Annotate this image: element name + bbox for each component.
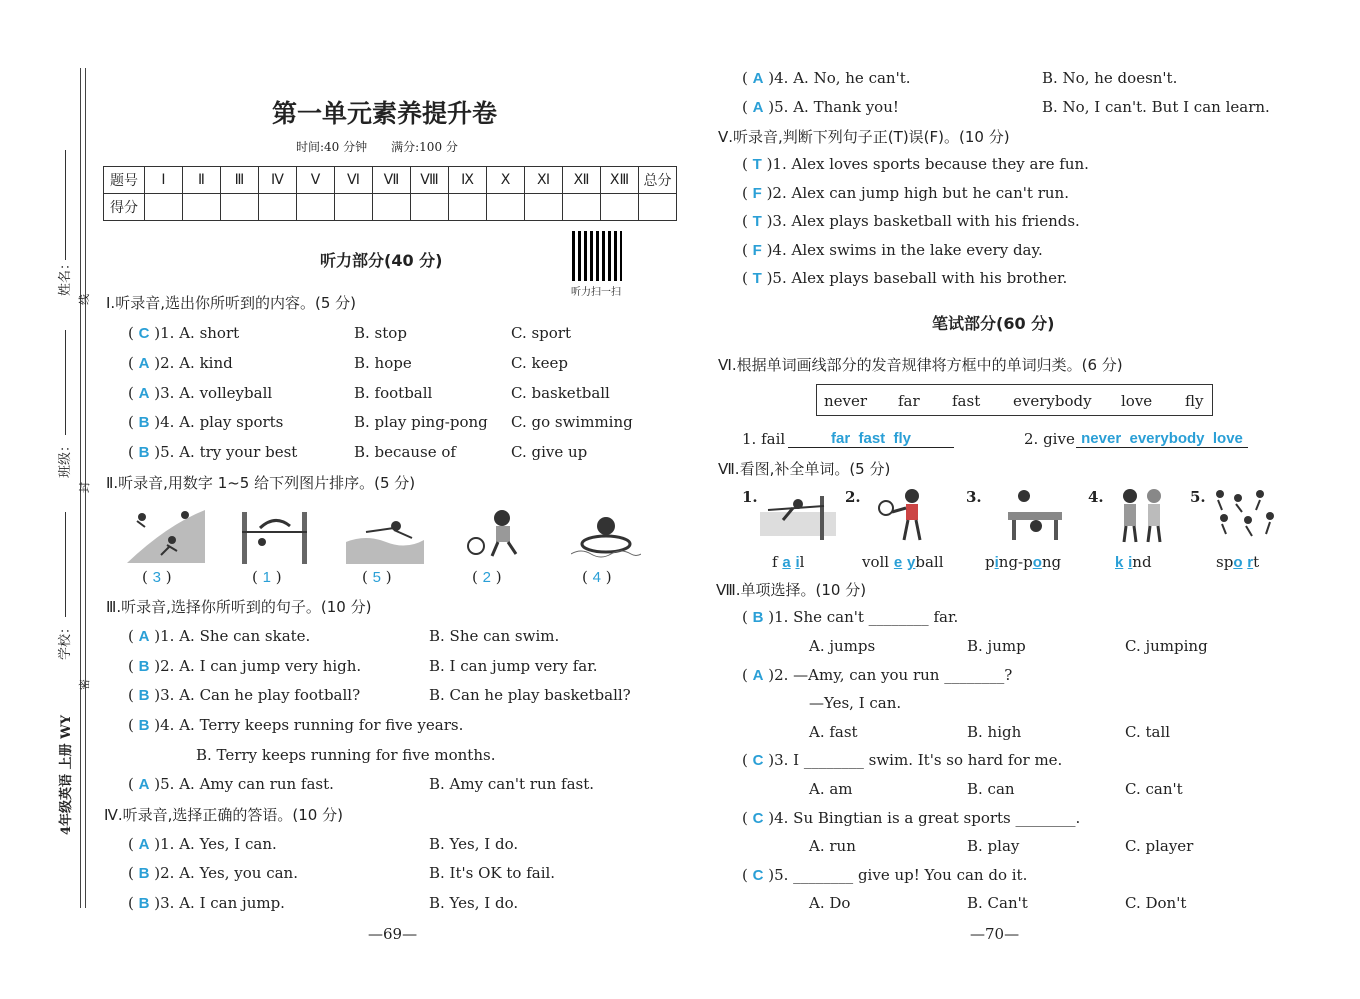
running-race-picture xyxy=(127,505,205,563)
seal-mark: 封 xyxy=(78,482,91,493)
classify-answer-2[interactable]: never everybody love xyxy=(1076,430,1248,448)
answer: A xyxy=(138,836,150,853)
list-item: ( A )1. A. Yes, I can. xyxy=(128,835,277,853)
answer: B xyxy=(138,865,150,882)
answer: 3 xyxy=(152,569,161,586)
score-cell: Ⅳ xyxy=(259,167,297,194)
score-table-header-row xyxy=(104,167,677,194)
score-cell: 题号 xyxy=(104,167,145,194)
word-completion-2[interactable] xyxy=(862,553,944,571)
option-a: A. Thank you! xyxy=(793,98,899,116)
answer: e xyxy=(893,554,903,571)
section-3-title: Ⅲ.听录音,选择你所听到的句子。(10 分) xyxy=(106,598,372,616)
question-number: )1. xyxy=(154,835,175,853)
question-number: )2. xyxy=(154,657,175,675)
list-item: ( A )2. A. kind xyxy=(128,354,233,372)
answer: B xyxy=(138,658,150,675)
sports-people-picture xyxy=(1210,486,1282,544)
listening-header: 听力部分(40 分) xyxy=(320,251,443,270)
kind-helping-picture xyxy=(1112,486,1172,544)
list-item: ( B )3. A. Can he play football? xyxy=(128,686,361,704)
writing-header: 笔试部分(60 分) xyxy=(932,314,1055,333)
option-a: A. Can he play football? xyxy=(179,686,361,704)
answer: A xyxy=(138,628,150,645)
classify-label-1: 1. fail xyxy=(742,430,786,448)
option-b: B. It's OK to fail. xyxy=(429,864,556,882)
answer: F xyxy=(752,185,762,202)
answer: B xyxy=(138,895,150,912)
question-number: )1. xyxy=(154,324,175,342)
qr-code-icon[interactable] xyxy=(572,231,622,281)
score-input[interactable] xyxy=(525,194,563,221)
class-label: 班级： xyxy=(58,438,73,478)
score-cell: Ⅹ xyxy=(487,167,525,194)
option-c: C. keep xyxy=(511,354,568,372)
option-c: C. go swimming xyxy=(511,413,633,431)
answer: B xyxy=(138,414,150,431)
score-input[interactable] xyxy=(221,194,259,221)
question-number: )2. xyxy=(154,354,175,372)
score-cell: Ⅻ xyxy=(563,167,601,194)
list-item: ( A )4. A. No, he can't. xyxy=(742,69,911,87)
word-part: sp xyxy=(1216,553,1234,571)
list-item: ( T )3. Alex plays basketball with his friends. xyxy=(742,212,1080,230)
answer: y xyxy=(907,554,916,571)
score-input[interactable] xyxy=(259,194,297,221)
score-input[interactable] xyxy=(335,194,373,221)
word-part: nd xyxy=(1132,553,1152,571)
score-cell: Ⅱ xyxy=(183,167,221,194)
word-part: ng-p xyxy=(998,553,1033,571)
answer: T xyxy=(752,156,762,173)
question-number: )5. xyxy=(154,775,175,793)
score-input[interactable] xyxy=(487,194,525,221)
option-b: B. Can't xyxy=(967,894,1028,912)
answer: a xyxy=(782,554,791,571)
line-mark: 线 xyxy=(78,294,91,305)
word-completion-3[interactable] xyxy=(985,553,1061,571)
word-part: t xyxy=(1253,553,1260,571)
answer: A xyxy=(138,355,150,372)
answer: o xyxy=(1032,554,1042,571)
option-c: C. Don't xyxy=(1125,894,1187,912)
answer: T xyxy=(752,213,762,230)
score-input[interactable] xyxy=(639,194,677,221)
list-item: ( A )5. A. Thank you! xyxy=(742,98,899,116)
statement: )4. Alex swims in the lake every day. xyxy=(766,241,1043,259)
answer: A xyxy=(138,776,150,793)
option-b: B. because of xyxy=(354,443,456,461)
question-number: )5. xyxy=(768,98,789,116)
answer: A xyxy=(752,70,764,87)
score-cell: Ⅶ xyxy=(373,167,411,194)
section-8-title: Ⅷ.单项选择。(10 分) xyxy=(716,581,867,599)
option-b: B. Terry keeps running for five months. xyxy=(196,746,496,764)
option-a: A. fast xyxy=(809,723,858,741)
word-part: ball xyxy=(915,553,944,571)
word-part: l xyxy=(799,553,805,571)
answer: o xyxy=(1233,554,1243,571)
option-a: A. short xyxy=(179,324,240,342)
class-field[interactable] xyxy=(65,330,66,435)
picture-number: 1. xyxy=(742,488,758,506)
answer: B xyxy=(752,609,764,626)
secret-mark: 密 xyxy=(78,679,91,690)
list-item: ( T )1. Alex loves sports because they are fun. xyxy=(742,155,1089,173)
score-cell: Ⅸ xyxy=(449,167,487,194)
answer: C xyxy=(752,752,764,769)
section-1-title: Ⅰ.听录音,选出你所听到的内容。(5 分) xyxy=(106,294,356,312)
option-a: A. Do xyxy=(809,894,851,912)
word-part: p xyxy=(985,553,995,571)
football-boy-picture xyxy=(466,506,522,562)
school-label: 学校： xyxy=(58,620,73,660)
score-cell: Ⅺ xyxy=(525,167,563,194)
score-cell: Ⅵ xyxy=(335,167,373,194)
order-answer-1[interactable]: ( 3 ) xyxy=(142,568,172,586)
answer: B xyxy=(138,444,150,461)
option-a: A. I can jump very high. xyxy=(179,657,362,675)
word-box-item: far xyxy=(898,392,920,410)
list-item: ( T )5. Alex plays baseball with his brother. xyxy=(742,269,1068,287)
answer: C xyxy=(752,810,764,827)
score-input[interactable] xyxy=(449,194,487,221)
school-field[interactable] xyxy=(65,512,66,617)
score-input[interactable] xyxy=(601,194,639,221)
answer: A xyxy=(752,99,764,116)
list-item: ( B )2. A. Yes, you can. xyxy=(128,864,298,882)
volleyball-girl-picture xyxy=(874,486,936,544)
word-part: ng xyxy=(1041,553,1062,571)
question-number: )1. xyxy=(154,627,175,645)
option-a: A. Yes, you can. xyxy=(179,864,298,882)
answer: 1 xyxy=(262,569,271,586)
answer: 2 xyxy=(482,569,491,586)
question-number: )5. xyxy=(154,443,175,461)
answer: 4 xyxy=(592,569,601,586)
option-c: C. sport xyxy=(511,324,572,342)
answer: C xyxy=(752,867,764,884)
score-input[interactable] xyxy=(411,194,449,221)
section-5-title: Ⅴ.听录音,判断下列句子正(T)误(F)。(10 分) xyxy=(718,128,1010,146)
picture-number: 5. xyxy=(1190,488,1206,506)
option-a: A. No, he can't. xyxy=(793,69,911,87)
swim-ring-boy-picture xyxy=(571,514,641,560)
question-number: )3. xyxy=(154,686,175,704)
picture-number: 2. xyxy=(845,488,861,506)
word-part: voll xyxy=(862,553,890,571)
page-subtitle: 时间:40 分钟 满分:100 分 xyxy=(296,140,458,154)
answer: F xyxy=(752,242,762,259)
question-text: )4. Su Bingtian is a great sports ________. xyxy=(768,809,1081,827)
question-number: )4. xyxy=(154,716,175,734)
swimming-picture xyxy=(346,512,424,564)
name-field[interactable] xyxy=(65,150,66,260)
option-b: B. I can jump very far. xyxy=(429,657,598,675)
option-c: C. tall xyxy=(1125,723,1171,741)
answer: B xyxy=(138,717,150,734)
list-item: ( C )1. A. short xyxy=(128,324,240,342)
answer: i xyxy=(994,554,999,571)
list-item: ( F )2. Alex can jump high but he can't run. xyxy=(742,184,1069,202)
option-c: C. give up xyxy=(511,443,588,461)
word-box-item: everybody xyxy=(1013,392,1092,410)
option-b: B. jump xyxy=(967,637,1026,655)
score-input[interactable] xyxy=(563,194,601,221)
option-b: B. can xyxy=(967,780,1015,798)
section-7-title: Ⅶ.看图,补全单词。(5 分) xyxy=(718,460,891,478)
section-2-title: Ⅱ.听录音,用数字 1~5 给下列图片排序。(5 分) xyxy=(106,474,416,492)
option-c: C. basketball xyxy=(511,384,610,402)
option-b: B. Yes, I do. xyxy=(429,835,519,853)
option-a: A. volleyball xyxy=(179,384,273,402)
question-number: )2. xyxy=(154,864,175,882)
score-table xyxy=(103,166,677,221)
answer: r xyxy=(1247,554,1254,571)
picture-number: 3. xyxy=(966,488,982,506)
question-text: )3. I ________ swim. It's so hard for me. xyxy=(768,751,1063,769)
score-cell: 总分 xyxy=(639,167,677,194)
word-box-item: love xyxy=(1121,392,1153,410)
question-text: )5. ________ give up! You can do it. xyxy=(768,866,1028,884)
option-a: A. am xyxy=(809,780,853,798)
list-item: ( F )4. Alex swims in the lake every day. xyxy=(742,241,1043,259)
list-item: ( B )1. She can't ________ far. xyxy=(742,608,959,626)
word-completion-5[interactable] xyxy=(1216,553,1259,571)
option-b: B. play xyxy=(967,837,1020,855)
option-a: A. Amy can run fast. xyxy=(179,775,334,793)
word-part: f xyxy=(772,553,778,571)
order-answer-2[interactable]: ( 1 ) xyxy=(252,568,282,586)
list-item: ( B )3. A. I can jump. xyxy=(128,894,285,912)
answer: i xyxy=(1128,554,1133,571)
list-item: ( A )1. A. She can skate. xyxy=(128,627,311,645)
order-answer-3[interactable]: ( 5 ) xyxy=(362,568,392,586)
list-item: ( A )5. A. Amy can run fast. xyxy=(128,775,334,793)
book-label: 4年级英语 上册 WY xyxy=(59,715,74,835)
question-number: )4. xyxy=(768,69,789,87)
answer: T xyxy=(752,270,762,287)
option-c: C. player xyxy=(1125,837,1194,855)
option-a: A. run xyxy=(809,837,856,855)
list-item: ( C )3. I ________ swim. It's so hard for me. xyxy=(742,751,1063,769)
answer: i xyxy=(795,554,800,571)
question-number: )3. xyxy=(154,894,175,912)
score-input[interactable] xyxy=(145,194,183,221)
score-row-label: 得分 xyxy=(104,194,145,221)
answer: A xyxy=(138,385,150,402)
name-label: 姓名： xyxy=(58,256,73,296)
question-reply: —Yes, I can. xyxy=(809,694,902,712)
option-b: B. football xyxy=(354,384,433,402)
list-item: ( B )4. A. play sports xyxy=(128,413,284,431)
page-title: 第一单元素养提升卷 xyxy=(272,99,498,128)
option-a: A. Yes, I can. xyxy=(179,835,277,853)
option-b: B. stop xyxy=(354,324,407,342)
option-b: B. play ping-pong xyxy=(354,413,488,431)
option-c: C. jumping xyxy=(1125,637,1208,655)
classify-answer-1[interactable]: far fast fly xyxy=(788,430,954,448)
option-c: C. can't xyxy=(1125,780,1183,798)
fail-high-jump-picture xyxy=(758,492,838,544)
statement: )3. Alex plays basketball with his friends. xyxy=(766,212,1080,230)
list-item: ( B )2. A. I can jump very high. xyxy=(128,657,362,675)
option-a: A. kind xyxy=(179,354,233,372)
list-item: ( C )4. Su Bingtian is a great sports ________. xyxy=(742,809,1081,827)
list-item: ( B )5. A. try your best xyxy=(128,443,298,461)
answer: k xyxy=(1115,554,1124,571)
answer: C xyxy=(138,325,150,342)
word-completion-4[interactable] xyxy=(1115,553,1152,571)
page-number-left: —69— xyxy=(368,925,418,943)
picture-number: 4. xyxy=(1088,488,1104,506)
score-cell: Ⅴ xyxy=(297,167,335,194)
statement: )2. Alex can jump high but he can't run. xyxy=(766,184,1069,202)
list-item: ( A )3. A. volleyball xyxy=(128,384,273,402)
score-cell: ⅩⅢ xyxy=(601,167,639,194)
option-b: B. No, he doesn't. xyxy=(1042,69,1178,87)
option-b: B. Yes, I do. xyxy=(429,894,519,912)
option-b: B. high xyxy=(967,723,1022,741)
option-a: A. play sports xyxy=(179,413,284,431)
list-item: ( A )2. —Amy, can you run ________? xyxy=(742,666,1013,684)
statement: )5. Alex plays baseball with his brother. xyxy=(766,269,1068,287)
answer: A xyxy=(752,667,764,684)
option-b: B. Amy can't run fast. xyxy=(429,775,595,793)
option-b: B. No, I can't. But I can learn. xyxy=(1042,98,1270,116)
option-a: A. try your best xyxy=(179,443,298,461)
question-number: )3. xyxy=(154,384,175,402)
list-item: ( C )5. ________ give up! You can do it. xyxy=(742,866,1028,884)
word-box-item: fly xyxy=(1185,392,1204,410)
score-table-score-row xyxy=(104,194,677,221)
question-number: )4. xyxy=(154,413,175,431)
option-b: B. She can swim. xyxy=(429,627,560,645)
word-box-item: fast xyxy=(952,392,981,410)
high-jump-picture xyxy=(240,508,310,564)
option-a: A. She can skate. xyxy=(179,627,311,645)
list-item: ( B )4. A. Terry keeps running for five years. xyxy=(128,716,464,734)
statement: )1. Alex loves sports because they are fun. xyxy=(766,155,1089,173)
answer: 5 xyxy=(372,569,381,586)
score-input[interactable] xyxy=(183,194,221,221)
answer: B xyxy=(138,687,150,704)
page-number-right: —70— xyxy=(970,925,1020,943)
classify-label-2: 2. give xyxy=(1024,430,1075,448)
order-answer-5[interactable]: ( 4 ) xyxy=(582,568,612,586)
option-a: A. jumps xyxy=(809,637,876,655)
score-cell: Ⅷ xyxy=(411,167,449,194)
option-a: A. I can jump. xyxy=(179,894,285,912)
option-b: B. Can he play basketball? xyxy=(429,686,631,704)
score-input[interactable] xyxy=(297,194,335,221)
option-a: A. Terry keeps running for five years. xyxy=(179,716,464,734)
order-answer-4[interactable]: ( 2 ) xyxy=(472,568,502,586)
word-box-item: never xyxy=(824,392,868,410)
question-text: )1. She can't ________ far. xyxy=(768,608,959,626)
ping-pong-picture xyxy=(1000,486,1070,544)
section-6-title: Ⅵ.根据单词画线部分的发音规律将方框中的单词归类。(6 分) xyxy=(718,356,1123,374)
word-completion-1[interactable] xyxy=(772,553,804,571)
question-text: )2. —Amy, can you run ________? xyxy=(768,666,1013,684)
option-b: B. hope xyxy=(354,354,412,372)
score-input[interactable] xyxy=(373,194,411,221)
qr-caption: 听力扫一扫 xyxy=(571,287,621,298)
section-4-title: Ⅳ.听录音,选择正确的答语。(10 分) xyxy=(104,806,343,824)
score-cell: Ⅲ xyxy=(221,167,259,194)
score-cell: Ⅰ xyxy=(145,167,183,194)
